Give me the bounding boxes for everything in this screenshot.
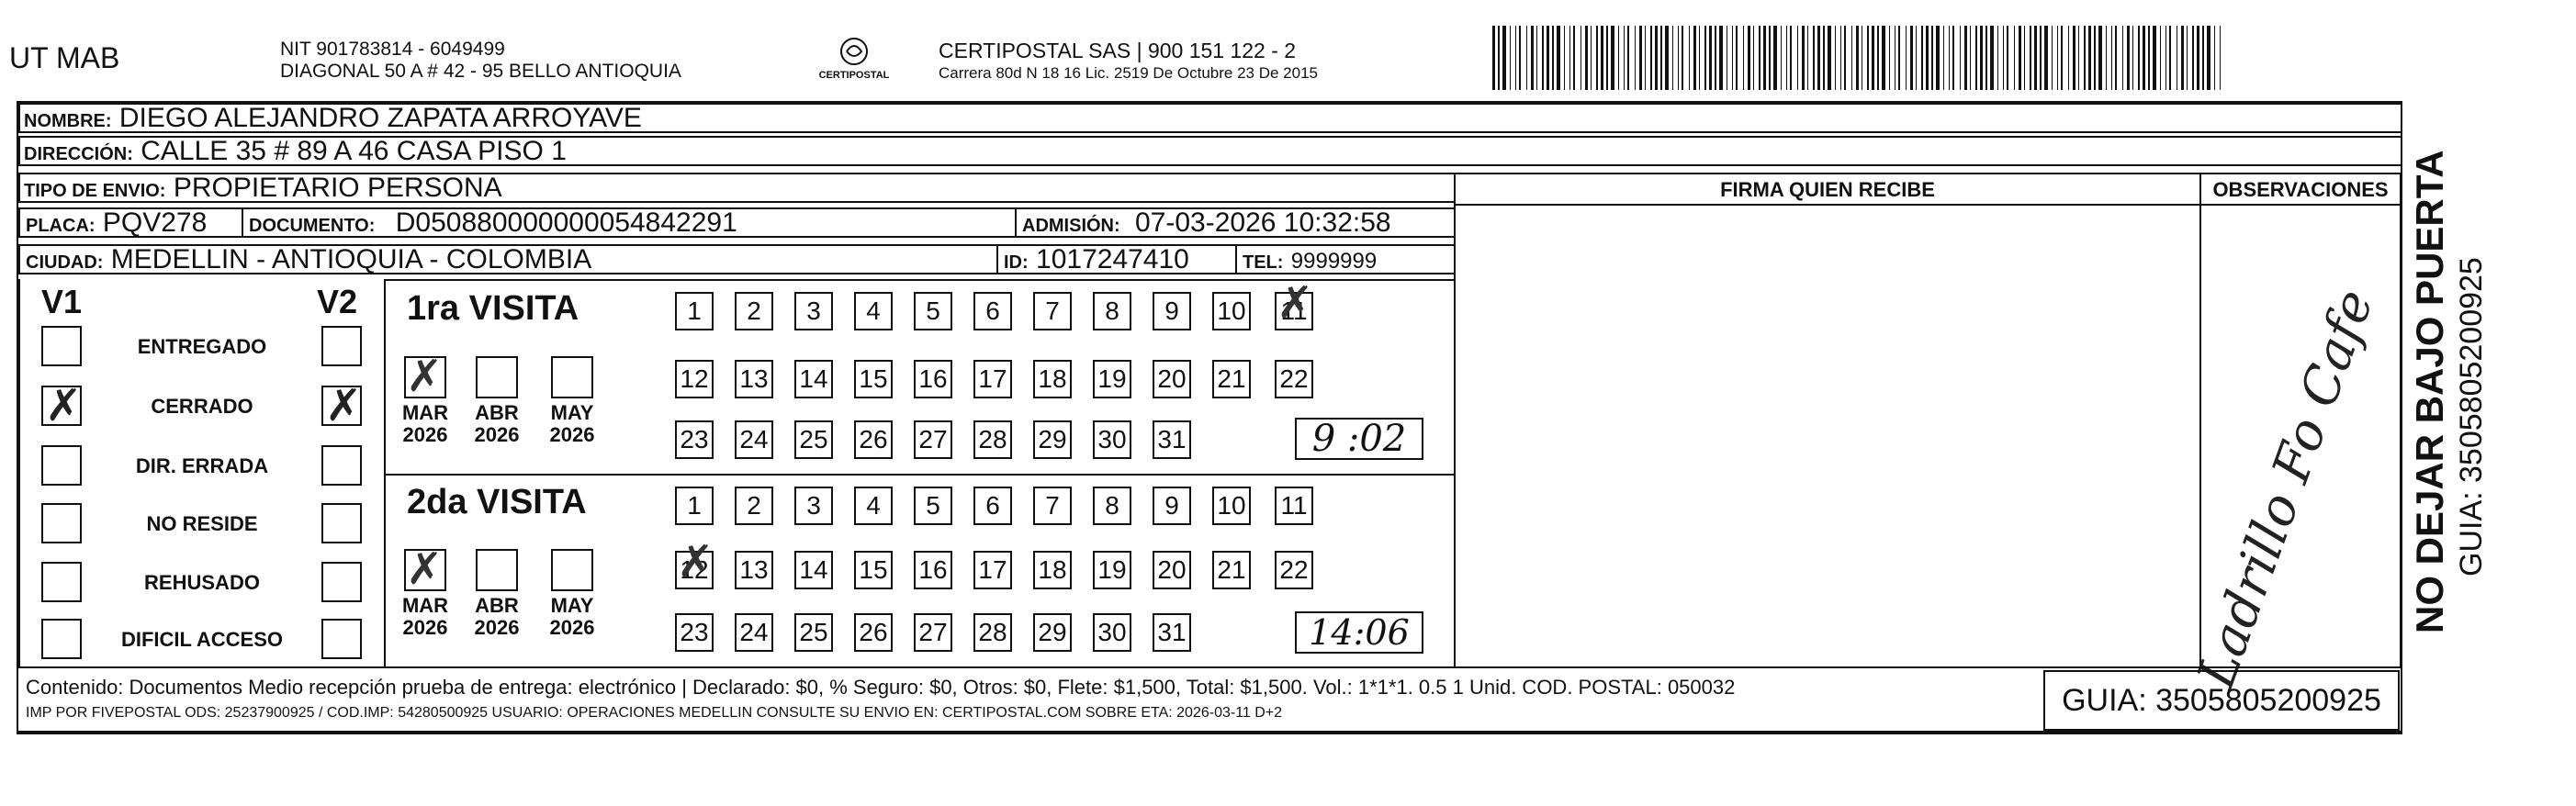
barcode-bar	[2030, 26, 2031, 90]
day-box[interactable]: 31	[1153, 613, 1191, 652]
company-address: DIAGONAL 50 A # 42 - 95 BELLO ANTIOQUIA	[280, 61, 681, 82]
barcode-bar	[1840, 26, 1841, 90]
certipostal-line1: CERTIPOSTAL SAS | 900 151 122 - 2	[939, 39, 1297, 62]
barcode-bar	[2052, 26, 2053, 90]
day-box[interactable]: 9	[1153, 487, 1191, 525]
day-box[interactable]: 6	[973, 487, 1012, 525]
barcode-bar	[1964, 26, 1967, 90]
footer-line1: Contenido: Documentos Medio recepción prueba de entrega: electrónico | Declarado: $0, % Seguro: $0, Otros: $0, Flete: $1,500, Total: $1,500. Vol.: 1*1*1. 0.5 1 Unid. COD. POSTAL: 050032	[26, 676, 1736, 699]
placa-cell	[18, 207, 243, 238]
day-box[interactable]: 6	[973, 292, 1012, 330]
status-label: DIFICIL ACCESO	[120, 628, 283, 651]
month-checkbox-may[interactable]	[551, 356, 593, 398]
barcode-bar	[1502, 26, 1506, 90]
day-box[interactable]: 11	[1275, 487, 1313, 525]
day-box[interactable]: 20	[1153, 551, 1191, 589]
day-box[interactable]: 7	[1033, 292, 1072, 330]
barcode-bar	[1552, 26, 1554, 90]
day-box[interactable]: 11 ✗	[1275, 292, 1313, 330]
status-label: DIR. ERRADA	[135, 454, 269, 477]
barcode-bar	[1526, 26, 1527, 90]
barcode-bar	[1931, 26, 1933, 90]
barcode-bar	[1960, 26, 1961, 90]
barcode-bar	[1627, 26, 1629, 90]
day-box[interactable]: 16	[914, 551, 952, 589]
day-box[interactable]: 5	[914, 487, 952, 525]
barcode-bar	[1547, 26, 1549, 90]
observaciones-header: OBSERVACIONES	[2212, 178, 2389, 201]
company-name: UT MAB	[9, 41, 120, 74]
ciudad-label: CIUDAD:	[26, 252, 104, 273]
barcode-bar	[1872, 26, 1874, 90]
barcode-bar	[1743, 26, 1744, 90]
day-box[interactable]: 8	[1093, 487, 1131, 525]
barcode-bar	[1719, 26, 1723, 90]
barcode-bar	[2160, 26, 2161, 90]
month-checkbox-abr[interactable]	[476, 549, 518, 591]
barcode-bar	[1844, 26, 1846, 90]
barcode-bar	[2132, 26, 2133, 90]
v1-checkbox[interactable]	[41, 503, 82, 543]
firma-header: FIRMA QUIEN RECIBE	[1720, 178, 1935, 201]
barcode-bar	[1797, 26, 1798, 90]
admision-label: ADMISIÓN:	[1022, 216, 1120, 236]
v1-checkbox[interactable]	[41, 619, 82, 659]
day-box[interactable]: 8	[1093, 292, 1131, 330]
barcode-bar	[1921, 26, 1923, 90]
barcode-bar	[1650, 26, 1652, 90]
barcode-bar	[1736, 26, 1738, 90]
barcode-bar	[1970, 26, 1971, 90]
barcode-bar	[2098, 26, 2102, 90]
day-box[interactable]: 21	[1212, 360, 1251, 398]
barcode-bar	[2202, 26, 2204, 90]
barcode-bar	[1828, 26, 1831, 90]
barcode-bar	[1926, 26, 1929, 90]
day-box[interactable]: 24	[735, 613, 773, 652]
ciudad-cell	[18, 244, 998, 274]
day-box[interactable]: 26	[854, 420, 893, 459]
barcode-bar	[1660, 26, 1662, 90]
barcode-bar	[1910, 26, 1913, 90]
day-box[interactable]: 25	[794, 420, 833, 459]
barcode-bar	[1980, 26, 1983, 90]
barcode-bar	[2061, 26, 2063, 90]
barcode-bar	[1699, 26, 1700, 90]
barcode-bar	[1949, 26, 1950, 90]
barcode-bar	[1990, 26, 1994, 90]
day-box[interactable]: 14	[794, 360, 833, 398]
row-tipo	[18, 173, 1456, 203]
day-box[interactable]: 28	[973, 420, 1012, 459]
month-label: MAY 2026	[549, 594, 595, 639]
barcode-bar	[1672, 26, 1673, 90]
footer-guia: GUIA: 3505805200925	[2062, 683, 2381, 718]
barcode-bar	[1606, 26, 1608, 90]
day-box[interactable]: 19	[1093, 551, 1131, 589]
day-box[interactable]: 17	[973, 551, 1012, 589]
barcode-bar	[1693, 26, 1696, 90]
month-label: ABR 2026	[474, 401, 520, 446]
barcode-bar	[1689, 26, 1690, 90]
barcode-bar	[2165, 26, 2166, 90]
barcode	[1492, 26, 2227, 90]
day-box[interactable]: 30	[1093, 420, 1131, 459]
day-box[interactable]: 15	[854, 360, 893, 398]
day-box[interactable]: 27	[914, 613, 952, 652]
barcode-bar	[1704, 26, 1706, 90]
barcode-bar	[1877, 26, 1879, 90]
day-box[interactable]: 20	[1153, 360, 1191, 398]
barcode-bar	[1573, 26, 1575, 90]
day-box[interactable]: 13	[735, 360, 773, 398]
barcode-bar	[2034, 26, 2037, 90]
barcode-bar	[1786, 26, 1787, 90]
month-label: MAY 2026	[549, 401, 595, 446]
barcode-bar	[2169, 26, 2171, 90]
barcode-bar	[2122, 26, 2123, 90]
barcode-bar	[1715, 26, 1716, 90]
barcode-bar	[1665, 26, 1669, 90]
visit1-title: 1ra VISITA	[407, 289, 579, 328]
admision-cell	[1015, 207, 1456, 238]
visit2-title: 2da VISITA	[407, 483, 587, 521]
month-checkbox-mar[interactable]	[404, 356, 446, 398]
barcode-bar	[2094, 26, 2096, 90]
barcode-bar	[1515, 26, 1516, 90]
barcode-bar	[1618, 26, 1619, 90]
footer-line2: IMP POR FIVEPOSTAL ODS: 25237900925 / COD.IMP: 54280500925 USUARIO: OPERACIONES MEDELLIN CONSULTE SU ENVIO EN: CERTIPOSTAL.COM SOBRE ETA: 2026-03-11 D+2	[26, 705, 1283, 721]
certipostal-line2: Carrera 80d N 18 16 Lic. 2519 De Octubre 23 De 2015	[939, 64, 1318, 82]
barcode-bar	[2084, 26, 2086, 90]
barcode-bar	[1601, 26, 1603, 90]
barcode-bar	[2187, 26, 2188, 90]
nombre-label: NOMBRE:	[24, 111, 112, 131]
barcode-bar	[2192, 26, 2194, 90]
barcode-bar	[2040, 26, 2042, 90]
barcode-bar	[1569, 26, 1570, 90]
day-box[interactable]: 22	[1275, 551, 1313, 589]
barcode-bar	[2003, 26, 2004, 90]
barcode-bar	[1635, 26, 1636, 90]
month-label: MAR 2026	[401, 401, 449, 446]
barcode-bar	[2073, 26, 2075, 90]
barcode-bar	[1769, 26, 1771, 90]
barcode-bar	[1802, 26, 1805, 90]
v1-checkbox[interactable]	[41, 562, 82, 602]
ciudad-value: MEDELLIN - ANTIOQUIA - COLOMBIA	[110, 244, 592, 274]
direccion-value: CALLE 35 # 89 A 46 CASA PISO 1	[141, 136, 567, 166]
day-box[interactable]: 25	[794, 613, 833, 652]
v2-checkbox[interactable]	[321, 619, 362, 659]
barcode-bar	[1759, 26, 1760, 90]
v1-header: V1	[41, 283, 83, 320]
day-box[interactable]: 12 ✗	[675, 551, 714, 589]
placa-label: PLACA:	[26, 216, 96, 236]
barcode-bar	[1519, 26, 1521, 90]
day-box[interactable]: 12	[675, 360, 714, 398]
barcode-bar	[1645, 26, 1646, 90]
v2-checkbox[interactable]	[321, 326, 362, 366]
nombre-value: DIEGO ALEJANDRO ZAPATA ARROYAVE	[118, 103, 642, 133]
v1-checkbox[interactable]	[41, 445, 82, 486]
barcode-bar	[1732, 26, 1733, 90]
day-box[interactable]: 2	[735, 292, 773, 330]
barcode-bar	[1882, 26, 1885, 90]
barcode-bar	[2153, 26, 2156, 90]
barcode-bar	[1531, 26, 1534, 90]
documento-value: D050880000000054842291	[395, 207, 737, 238]
day-box[interactable]: 31	[1153, 420, 1191, 459]
barcode-bar	[2057, 26, 2058, 90]
company-nit: NIT 901783814 - 6049499	[280, 39, 505, 60]
logo-text: CERTIPOSTAL	[818, 70, 890, 81]
placa-value: PQV278	[102, 207, 208, 238]
barcode-bar	[1678, 26, 1679, 90]
month-checkbox-abr[interactable]	[476, 356, 518, 398]
barcode-bar	[1564, 26, 1565, 90]
barcode-bar	[1781, 26, 1782, 90]
barcode-bar	[1611, 26, 1614, 90]
barcode-bar	[1585, 26, 1588, 90]
day-box[interactable]: 29	[1033, 420, 1072, 459]
barcode-bar	[1682, 26, 1683, 90]
day-box[interactable]: 15	[854, 551, 893, 589]
v2-header: V2	[317, 283, 358, 320]
barcode-bar	[1753, 26, 1754, 90]
month-checkbox-mar[interactable]	[404, 549, 446, 591]
barcode-bar	[1591, 26, 1592, 90]
day-box[interactable]: 1	[675, 487, 714, 525]
side-guia: GUIA: 3505805200925	[2454, 257, 2489, 577]
barcode-bar	[2068, 26, 2069, 90]
barcode-bar	[1655, 26, 1658, 90]
tel-cell	[1235, 244, 1456, 274]
barcode-bar	[1867, 26, 1869, 90]
barcode-bar	[1835, 26, 1836, 90]
day-box[interactable]: 4	[854, 487, 893, 525]
day-box[interactable]: 5	[914, 292, 952, 330]
barcode-bar	[1817, 26, 1820, 90]
day-box[interactable]: 19	[1093, 360, 1131, 398]
month-checkbox-may[interactable]	[551, 549, 593, 591]
id-cell	[996, 244, 1237, 274]
v1-checkbox[interactable]	[41, 326, 82, 366]
barcode-bar	[2197, 26, 2199, 90]
day-box[interactable]: 29	[1033, 613, 1072, 652]
status-label: CERRADO	[151, 395, 253, 418]
observaciones-handwriting: Ladrillo Fo Cafe	[2186, 282, 2386, 696]
side-warning: NO DEJAR BAJO PUERTA	[2408, 150, 2451, 633]
barcode-bar	[1975, 26, 1977, 90]
barcode-bar	[1748, 26, 1750, 90]
barcode-bar	[2207, 26, 2210, 90]
barcode-bar	[1773, 26, 1777, 90]
barcode-bar	[1851, 26, 1852, 90]
barcode-bar	[2044, 26, 2048, 90]
barcode-bar	[1709, 26, 1712, 90]
barcode-bar	[2138, 26, 2140, 90]
barcode-bar	[1763, 26, 1766, 90]
day-box[interactable]: 16	[914, 360, 952, 398]
barcode-bar	[1557, 26, 1560, 90]
day-box[interactable]: 22	[1275, 360, 1313, 398]
barcode-bar	[1813, 26, 1815, 90]
direccion-label: DIRECCIÓN:	[24, 144, 133, 164]
visit1-time: 9 :02	[1295, 418, 1423, 460]
v2-checkbox[interactable]	[321, 562, 362, 602]
tel-value: 9999999	[1290, 249, 1378, 274]
row-direccion	[18, 136, 2402, 166]
barcode-bar	[1492, 26, 1495, 90]
day-box[interactable]: 21	[1212, 551, 1251, 589]
barcode-bar	[1823, 26, 1825, 90]
barcode-bar	[2127, 26, 2130, 90]
barcode-bar	[1807, 26, 1808, 90]
barcode-bar	[1510, 26, 1511, 90]
barcode-bar	[1498, 26, 1500, 90]
barcode-bar	[2148, 26, 2150, 90]
barcode-bar	[2111, 26, 2112, 90]
barcode-bar	[2019, 26, 2021, 90]
barcode-bar	[1985, 26, 1987, 90]
day-box[interactable]: 23	[675, 420, 714, 459]
obs-header-divider	[2199, 204, 2402, 206]
barcode-bar	[1997, 26, 1998, 90]
day-box[interactable]: 18	[1033, 551, 1072, 589]
v2-checkbox[interactable]	[321, 445, 362, 486]
barcode-bar	[2106, 26, 2107, 90]
tel-label: TEL:	[1243, 252, 1284, 273]
documento-cell	[242, 207, 1017, 238]
day-box[interactable]: 9	[1153, 292, 1191, 330]
barcode-bar	[1943, 26, 1944, 90]
status-left-border	[18, 279, 20, 668]
barcode-bar	[1596, 26, 1598, 90]
day-box[interactable]: 30	[1093, 613, 1131, 652]
certipostal-logo	[808, 35, 900, 86]
day-box[interactable]: 27	[914, 420, 952, 459]
barcode-bar	[2088, 26, 2091, 90]
barcode-bar	[1542, 26, 1544, 90]
status-label: ENTREGADO	[137, 335, 267, 358]
barcode-bar	[2007, 26, 2008, 90]
barcode-bar	[1639, 26, 1642, 90]
firma-header-divider	[1454, 204, 2201, 206]
barcode-bar	[2115, 26, 2117, 90]
barcode-bar	[1624, 26, 1625, 90]
tipo-value: PROPIETARIO PERSONA	[173, 173, 502, 203]
v2-checkbox[interactable]	[321, 386, 362, 426]
barcode-bar	[2143, 26, 2145, 90]
row-nombre	[18, 103, 2402, 133]
barcode-bar	[1898, 26, 1900, 90]
barcode-bar	[2214, 26, 2215, 90]
day-box[interactable]: 2	[735, 487, 773, 525]
id-value: 1017247410	[1036, 244, 1189, 274]
status-label: NO RESIDE	[146, 512, 258, 535]
month-label: MAR 2026	[401, 594, 449, 639]
status-label: REHUSADO	[144, 571, 260, 594]
day-box[interactable]: 23	[675, 613, 714, 652]
day-box[interactable]: 10	[1212, 292, 1251, 330]
day-box[interactable]: 7	[1033, 487, 1072, 525]
visit2-time: 14:06	[1295, 611, 1423, 654]
day-box[interactable]: 18	[1033, 360, 1072, 398]
day-box[interactable]: 1	[675, 292, 714, 330]
barcode-bar	[1952, 26, 1954, 90]
day-box[interactable]: 17	[973, 360, 1012, 398]
admision-value: 07-03-2026 10:32:58	[1135, 207, 1391, 238]
v1-checkbox[interactable]	[41, 386, 82, 426]
barcode-bar	[2181, 26, 2184, 90]
barcode-bar	[2220, 26, 2221, 90]
barcode-bar	[1580, 26, 1581, 90]
day-box[interactable]: 28	[973, 613, 1012, 652]
firma-column	[1454, 173, 2201, 668]
barcode-bar	[1916, 26, 1917, 90]
day-box[interactable]: 4	[854, 292, 893, 330]
day-box[interactable]: 3	[794, 487, 833, 525]
barcode-bar	[1856, 26, 1859, 90]
barcode-bar	[2014, 26, 2015, 90]
barcode-bar	[1536, 26, 1537, 90]
day-box[interactable]: 26	[854, 613, 893, 652]
barcode-bar	[2024, 26, 2025, 90]
month-label: ABR 2026	[474, 594, 520, 639]
v2-checkbox[interactable]	[321, 503, 362, 543]
barcode-bar	[1889, 26, 1890, 90]
id-label: ID:	[1004, 252, 1029, 273]
day-box[interactable]: 13	[735, 551, 773, 589]
barcode-bar	[1906, 26, 1907, 90]
tipo-label: TIPO DE ENVIO:	[24, 181, 166, 201]
barcode-bar	[1790, 26, 1792, 90]
barcode-bar	[1936, 26, 1940, 90]
barcode-bar	[2078, 26, 2079, 90]
day-box[interactable]: 10	[1212, 487, 1251, 525]
documento-label: DOCUMENTO:	[249, 216, 376, 236]
day-box[interactable]: 24	[735, 420, 773, 459]
day-box[interactable]: 14	[794, 551, 833, 589]
day-box[interactable]: 3	[794, 292, 833, 330]
